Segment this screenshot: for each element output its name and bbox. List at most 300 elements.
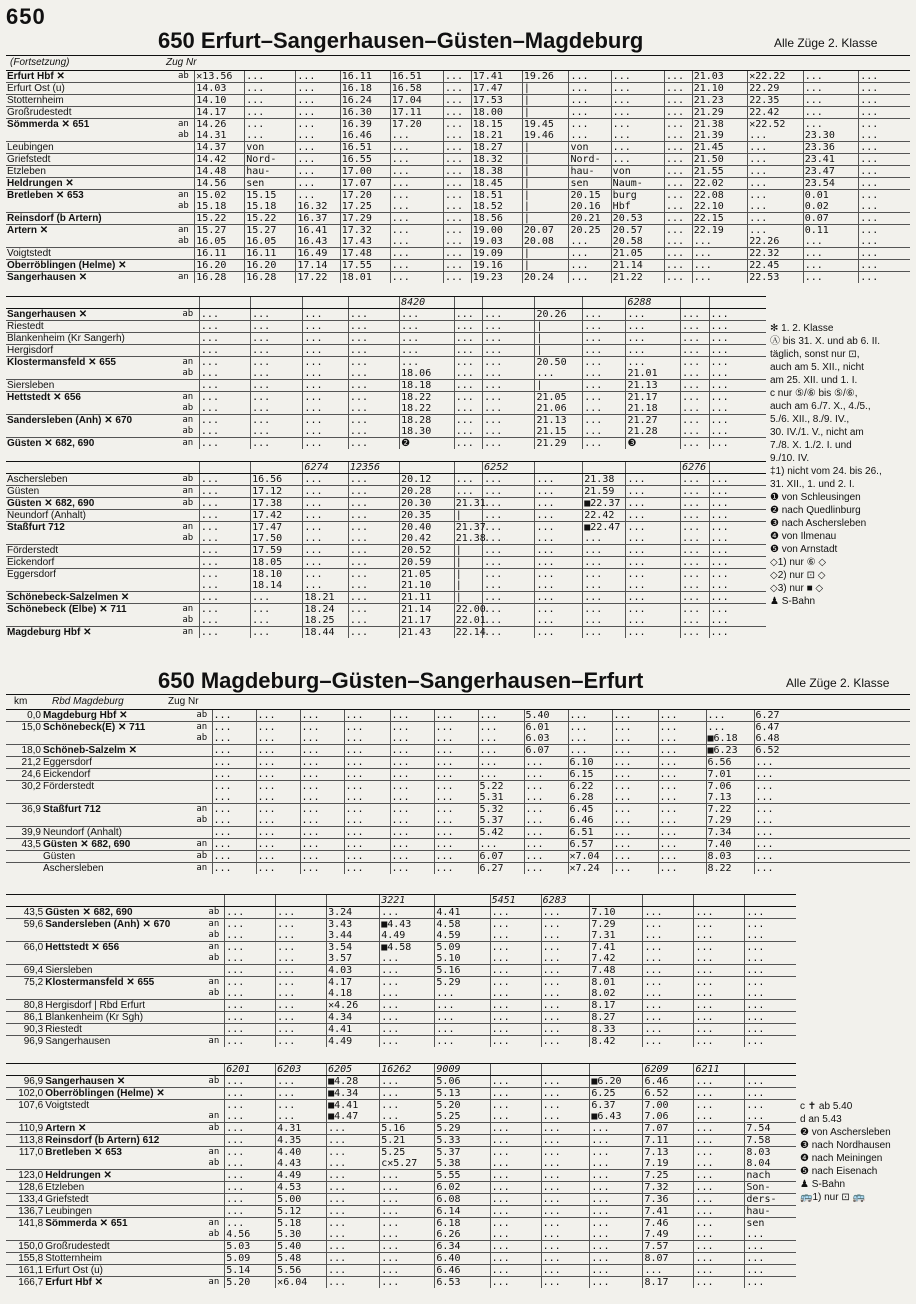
time-cell: 17.59 [251,545,303,557]
legend-line: ◇1) nur ⑥ ◇ [770,557,827,568]
time-cell: ... [490,1000,541,1012]
time-cell: 20.35 [400,510,455,522]
time-cell: ... [590,1170,643,1182]
arr-dep-cell: an [173,190,195,202]
time-cell: ... [859,225,910,237]
time-cell: ... [490,965,541,977]
arr-dep-cell: ab [208,930,220,940]
time-cell: ... [348,426,399,438]
top-timetable-block-3 [6,461,766,638]
table-row [6,1100,796,1112]
table-row [6,710,910,722]
time-cell: ... [541,1206,590,1218]
time-cell: 17.50 [251,533,303,545]
time-cell: ... [626,357,681,369]
time-cell: ✕22.52 [748,119,804,131]
time-cell: ... [643,988,694,1000]
time-cell: 21.05 [611,248,664,260]
arr-dep-cell: ab [178,236,189,246]
train-number: 16262 [380,1064,435,1076]
time-cell: ... [225,942,276,954]
time-cell: 7.10 [590,907,643,919]
time-cell: 20.12 [400,474,455,486]
legend-line: ♟ S-Bahn [800,1179,846,1190]
time-cell: 8.07 [643,1253,694,1265]
time-cell: ... [658,851,706,863]
time-cell: Nord- [569,154,611,166]
time-cell: nach [745,1170,796,1182]
time-cell: ... [434,757,478,769]
time-cell: ... [251,438,303,450]
time-cell: ... [380,977,435,989]
time-cell: ... [541,1147,590,1159]
time-cell: 21.27 [626,415,681,427]
time-cell: ... [541,1123,590,1135]
time-cell: ... [300,792,344,804]
time-cell: ... [583,557,626,569]
time-cell: ... [251,380,303,392]
time-cell: ... [859,142,910,154]
time-cell: 18.10 [251,569,303,581]
time-cell: | [454,592,482,604]
time-cell: ... [681,426,709,438]
time-cell: 21.38 [583,474,626,486]
arr-dep-cell [203,1135,224,1147]
time-cell: ... [626,545,681,557]
time-cell: ... [444,83,472,95]
time-cell: ... [483,380,535,392]
time-cell: ... [612,792,658,804]
time-cell: ... [709,403,766,415]
time-cell: ... [483,510,535,522]
time-cell: ... [380,1277,435,1289]
table-row [6,953,796,965]
time-cell: ... [296,119,340,131]
time-cell: ... [612,769,658,781]
time-cell: ... [251,615,303,627]
table-row [6,95,910,107]
km-cell: 96,9 [6,1036,44,1048]
time-cell: ... [694,1206,745,1218]
time-cell: 14.26 [195,119,245,131]
time-cell: ... [643,907,694,919]
time-cell: ... [327,1241,380,1253]
time-cell: ... [754,769,910,781]
time-cell: ... [859,119,910,131]
time-cell: 4.49 [327,1036,380,1048]
time-cell: ... [748,225,804,237]
time-cell: ... [390,827,434,839]
time-cell: ... [859,213,910,225]
train-number: 3221 [380,895,435,907]
time-cell: ... [454,392,482,404]
table-row [6,757,910,769]
time-cell: ... [483,345,535,357]
train-number [626,462,681,474]
time-cell: ... [611,130,664,142]
time-cell: ... [348,580,399,592]
time-cell: ... [681,309,709,321]
time-cell: ... [300,781,344,793]
time-cell: ... [490,1194,541,1206]
time-cell: ... [483,368,535,380]
time-cell: ... [658,792,706,804]
time-cell: ... [643,919,694,931]
time-cell: ■22.37 [583,498,626,510]
arr-dep-cell [177,557,200,569]
time-cell: ... [694,1229,745,1241]
time-cell: ... [434,851,478,863]
time-cell: ... [612,745,658,757]
time-cell: ... [199,438,250,450]
station-name: Erfurt Ost (u) [44,1265,203,1277]
time-cell: 20.57 [611,225,664,237]
arr-dep-cell [203,1253,224,1265]
time-cell: ... [276,953,327,965]
time-cell: ... [400,333,455,345]
time-cell: ... [380,1000,435,1012]
time-cell: ... [327,1206,380,1218]
time-cell: 22.02 [692,178,748,190]
time-cell: ... [483,403,535,415]
time-cell: ... [390,154,443,166]
time-cell: ... [454,403,482,415]
train-number [535,297,583,309]
time-cell: | [522,178,569,190]
time-cell: ... [709,569,766,581]
km-cell: 18,0 [6,745,42,757]
time-cell: ... [348,510,399,522]
table-row [6,1265,796,1277]
time-cell: ... [709,592,766,604]
station-name: Siersleben [6,380,177,392]
km-cell: 30,2 [6,781,42,793]
arr-dep-cell: ab [196,815,208,825]
time-cell: ... [251,627,303,639]
time-cell: ... [435,1000,490,1012]
time-cell: ... [583,309,626,321]
time-cell: ... [225,1000,276,1012]
time-cell: ... [251,426,303,438]
station-name: Sömmerda ✕ 651 [6,119,173,131]
time-cell: 18.22 [400,392,455,404]
time-cell: 5.38 [435,1158,490,1170]
time-cell: ... [348,403,399,415]
time-cell: ... [583,380,626,392]
station-name: Leubingen [6,142,173,154]
time-cell: 15.22 [245,213,296,225]
time-cell: ... [541,1194,590,1206]
arr-dep-cell: ab [182,309,194,319]
table-row [6,130,910,142]
time-cell: 8.27 [590,1012,643,1024]
table-row [6,522,766,534]
time-cell: ... [754,863,910,875]
table-row [6,781,910,793]
time-cell: ... [626,592,681,604]
time-cell: 14.37 [195,142,245,154]
time-cell: ... [658,804,706,816]
time-cell: ... [694,1123,745,1135]
station-cell [44,895,203,907]
station-name: Oberröblingen (Helme) ✕ [6,260,173,272]
time-cell: burg [611,190,664,202]
time-cell: ... [859,236,910,248]
time-cell: 5.25 [380,1147,435,1159]
arr-dep-cell: ab [182,368,194,378]
arr-dep-cell: ab [178,201,189,211]
time-cell: 21.31 [455,498,486,509]
km-cell: 141,8 [6,1218,44,1230]
time-cell: ... [251,392,303,404]
time-cell: 16.28 [245,272,296,284]
time-cell: ... [380,988,435,1000]
time-cell: ... [658,827,706,839]
time-cell: ... [478,839,524,851]
time-cell: ... [454,426,482,438]
time-cell: 17.04 [390,95,443,107]
table-row [6,1076,796,1088]
time-cell: ... [478,722,524,734]
time-cell: ... [681,580,709,592]
station-name: Schönebeck(E) ✕ 711 [42,722,192,734]
time-cell: ... [276,942,327,954]
time-cell: ... [583,368,626,380]
km-cell [6,733,42,745]
time-cell: ... [681,368,709,380]
time-cell: ... [681,627,709,639]
table-row [6,1111,796,1123]
time-cell: ... [303,569,349,581]
time-cell: ... [694,942,745,954]
time-cell: 6.56 [706,757,754,769]
time-cell: ... [390,260,443,272]
time-cell: ... [380,1076,435,1088]
time-cell: ... [444,154,472,166]
arr-dep-cell: ab [182,426,194,436]
time-cell: ... [344,745,390,757]
time-cell: ... [483,498,535,510]
time-cell: ... [590,1253,643,1265]
arr-dep-cell: an [177,438,200,450]
time-cell: ... [583,415,626,427]
train-number-row [6,1064,796,1076]
time-cell: ... [444,272,472,284]
km-cell: 75,2 [6,977,44,989]
time-cell: ... [435,1036,490,1048]
time-cell: ... [626,533,681,545]
time-cell: ... [754,757,910,769]
station-name: Güsten [42,851,192,863]
station-name: Sömmerda ✕ 651 [44,1218,203,1230]
bottom-rule [6,694,910,695]
table-row [6,201,910,213]
time-cell: ... [245,83,296,95]
time-cell: 5.32 [478,804,524,816]
time-cell: ... [745,1024,796,1036]
time-cell: 6.40 [435,1253,490,1265]
table-row [6,260,910,272]
arr-dep-cell: an [173,225,195,237]
time-cell: ... [541,907,590,919]
time-cell: ... [390,781,434,793]
table-row [6,1000,796,1012]
time-cell: 5.33 [435,1135,490,1147]
time-cell: ... [612,863,658,875]
time-cell: ... [490,930,541,942]
time-cell: ... [535,627,583,639]
legend-line: 30. IV./1. V., nicht am [770,427,864,438]
time-cell: ... [380,1229,435,1241]
time-cell: 19.26 [522,71,569,83]
time-cell: 7.31 [590,930,643,942]
time-cell: ■4.58 [380,942,435,954]
time-cell: 20.53 [611,213,664,225]
time-cell: ... [199,426,250,438]
time-cell: ... [583,569,626,581]
time-cell: 22.10 [692,201,748,213]
time-cell: ... [694,1088,745,1100]
table-row [6,1170,796,1182]
time-cell: ... [199,498,250,510]
time-cell: ... [611,154,664,166]
time-cell: 21.06 [535,403,583,415]
table-row [6,580,766,592]
station-name: Hettstedt ✕ 656 [6,392,177,404]
time-cell: ... [541,1000,590,1012]
train-number [276,895,327,907]
time-cell: ... [569,272,611,284]
time-cell: ... [681,380,709,392]
time-cell: ... [490,1218,541,1230]
table-row [6,107,910,119]
time-cell: ... [745,1277,796,1289]
time-cell: 5.29 [435,977,490,989]
time-cell: 16.18 [340,83,390,95]
time-cell: 5.12 [276,1206,327,1218]
train-number [590,1064,643,1076]
time-cell: 7.19 [643,1158,694,1170]
station-name: Magdeburg Hbf ✕ [6,627,177,639]
km-cell [6,895,44,907]
time-cell: ... [303,368,349,380]
time-cell: ... [745,1036,796,1048]
time-cell: ... [380,953,435,965]
time-cell: 18.18 [400,380,455,392]
time-cell: 0.07 [803,213,859,225]
legend-line: am 25. XII. und 1. I. [770,375,858,386]
station-name: Hettstedt ✕ 656 [44,942,203,954]
time-cell: ... [535,474,583,486]
table-row [6,345,766,357]
time-cell: ... [344,839,390,851]
time-cell: 23.47 [803,166,859,178]
time-cell: ... [535,569,583,581]
legend-line: ❶ von Schleusingen [770,492,861,503]
km-cell: 66,0 [6,942,44,954]
time-cell: 4.41 [435,907,490,919]
time-cell: ... [380,1206,435,1218]
time-cell: ... [643,1036,694,1048]
time-cell: 20.30 [400,498,455,510]
time-cell: ... [694,919,745,931]
time-cell: 21.11 [400,592,455,604]
km-cell: 39,9 [6,827,42,839]
time-cell: 15.02 [195,190,245,202]
time-cell: ... [583,392,626,404]
station-name: Güsten ✕ 682, 690 [6,438,177,450]
time-cell: 3.57 [327,953,380,965]
time-cell: ... [490,1088,541,1100]
train-number [251,462,303,474]
time-cell: ... [483,415,535,427]
train-number [483,297,535,309]
arr-dep-cell: ab [178,71,189,81]
time-cell: ... [454,415,482,427]
time-cell: ... [245,71,296,83]
km-cell: 117,0 [6,1147,44,1159]
table-row [6,722,910,734]
time-cell: ... [327,1170,380,1182]
time-cell: 6.52 [754,745,910,757]
time-cell: ... [199,615,250,627]
time-cell: ... [296,142,340,154]
time-cell: ... [300,733,344,745]
time-cell: ... [612,815,658,827]
time-cell: ... [225,907,276,919]
time-cell: 7.13 [643,1147,694,1159]
time-cell: 21.05 [400,569,455,581]
time-cell: 20.24 [522,272,569,284]
station-name: Artern ✕ [6,225,173,237]
train-number: 6283 [541,895,590,907]
station-name: Schöneb-Salzelm ✕ [42,745,192,757]
time-cell: ... [535,486,583,498]
km-cell: 107,6 [6,1100,44,1112]
time-cell: ... [444,130,472,142]
time-cell: von [611,166,664,178]
time-cell: ... [380,1012,435,1024]
train-number [400,462,455,474]
station-name: Klostermansfeld ✕ 655 [6,357,177,369]
table-row [6,190,910,202]
time-cell: ... [859,83,910,95]
arr-dep-cell [173,95,195,107]
station-name: Voigtstedt [6,248,173,260]
time-cell: 16.30 [340,107,390,119]
time-cell: ... [251,321,303,333]
train-number [435,895,490,907]
time-cell: ... [276,1000,327,1012]
time-cell: ... [541,1170,590,1182]
time-cell: ... [434,710,478,722]
time-cell: ... [390,142,443,154]
time-cell: ... [612,827,658,839]
time-cell: ... [380,1253,435,1265]
time-cell: ... [327,1277,380,1289]
time-cell: 5.10 [435,953,490,965]
table-row [6,510,766,522]
time-cell: ... [327,1123,380,1135]
time-cell: ... [296,178,340,190]
time-cell: 21.37 [455,522,486,533]
time-cell: ... [256,863,300,875]
time-cell: ... [590,1265,643,1277]
table-row [6,930,796,942]
time-cell: 21.13 [535,415,583,427]
time-cell: ... [535,368,583,380]
time-cell: ... [199,368,250,380]
